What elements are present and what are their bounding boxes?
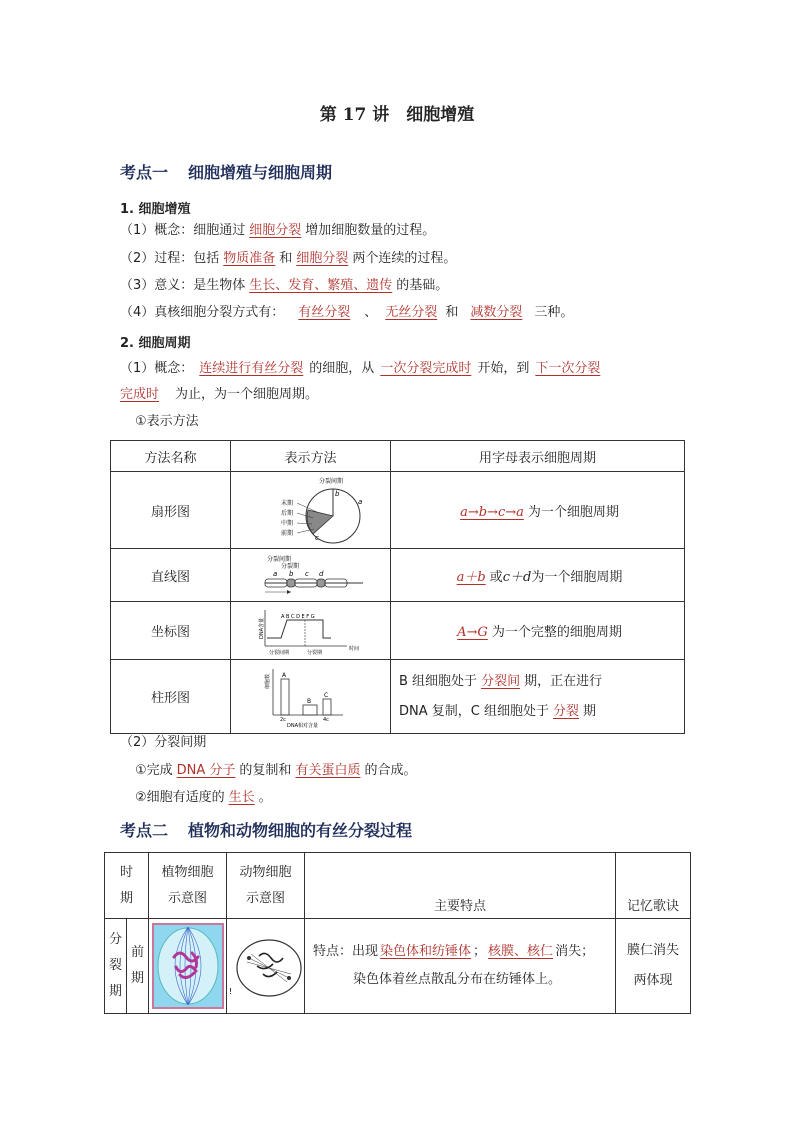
svg-text:分裂期: 分裂期	[306, 649, 322, 656]
prophase-features: 特点：出现 染色体和纺锤体 ； 核膜、核仁 消失； 染色体着丝点散乱分布在纺锤体上。	[305, 919, 616, 1014]
header-main-features: 主要特点	[305, 853, 616, 919]
table-row	[111, 472, 685, 549]
line-diagram-cell	[231, 549, 391, 602]
animal-cell-prophase-image	[229, 926, 303, 1006]
answer: 分裂	[552, 703, 579, 719]
table-row	[105, 919, 691, 1014]
answer: 有关蛋白质	[295, 763, 361, 778]
fan-diagram	[251, 474, 371, 546]
header-diagram: 表示方法	[231, 441, 391, 472]
interphase-label: （2）分裂间期	[120, 735, 207, 750]
method-name: 扇形图	[111, 472, 231, 549]
answer: 核膜、核仁	[488, 944, 554, 959]
svg-text:A: A	[281, 671, 286, 679]
header-period: 时 期	[105, 853, 149, 919]
answer: 下一次分裂	[535, 361, 601, 376]
svg-text:a: a	[272, 570, 277, 578]
paragraph-interphase-1: ①完成 DNA 分子 的复制和 有关蛋白质 的合成。	[135, 763, 417, 778]
svg-text:C: C	[323, 691, 328, 699]
plant-cell-prophase-image	[152, 923, 224, 1009]
svg-text:B: B	[306, 697, 311, 705]
fan-diagram-cell	[231, 472, 391, 549]
answer: 生长	[228, 790, 255, 805]
svg-text:前期: 前期	[280, 530, 293, 537]
section-heading-2	[120, 818, 412, 841]
line-diagram	[251, 553, 371, 597]
paragraph-significance: （3）意义：是生物体 生长、发育、繁殖、遗传 的基础。	[120, 278, 449, 293]
svg-text:b: b	[334, 490, 339, 498]
svg-text:a: a	[357, 498, 362, 506]
svg-text:细胞数: 细胞数	[264, 673, 271, 689]
svg-text:DNA相对含量: DNA相对含量	[286, 722, 318, 729]
paragraph-cycle-concept: （1）概念： 连续进行有丝分裂 的细胞，从 一次分裂完成时 开始，到 下一次分裂	[120, 360, 606, 378]
svg-text:分裂期: 分裂期	[280, 563, 299, 570]
fan-label-top: 分裂间期	[318, 478, 343, 485]
answer: DNA 分子	[176, 763, 236, 778]
svg-text:A B C D E F G: A B C D E F G	[280, 613, 315, 620]
svg-text:d: d	[318, 570, 323, 578]
method-name: 直线图	[111, 549, 231, 602]
svg-text:!: !	[228, 987, 232, 996]
phase-name: 前 期	[127, 919, 149, 1014]
paragraph-process: （2）过程：包括 物质准备 和 细胞分裂 两个连续的过程。	[120, 251, 457, 266]
bar-answer-cell: B 组细胞处于 分裂间 期，正在进行 DNA 复制，C 组细胞处于 分裂 期	[391, 660, 685, 734]
header-letters: 用字母表示细胞周期	[391, 441, 685, 472]
table-row	[111, 549, 685, 602]
answer-plain: c＋d	[502, 569, 532, 585]
paragraph-concept: （1）概念：细胞通过 细胞分裂 增加细胞数量的过程。	[120, 223, 436, 238]
answer: 分裂间	[481, 673, 521, 689]
answer: A→G	[457, 625, 488, 640]
answer: 减数分裂	[470, 305, 523, 320]
svg-text:DNA含量: DNA含量	[258, 617, 265, 639]
paragraph-interphase-2: ②细胞有适度的 生长 。	[135, 790, 272, 805]
answer: 完成时	[120, 387, 160, 402]
coord-answer-cell: A→G 为一个完整的细胞周期	[391, 602, 685, 660]
page-title: 第 17 讲 细胞增殖	[319, 105, 475, 125]
plant-cell-image-cell	[149, 919, 227, 1014]
section-number: 考点二	[120, 821, 169, 840]
coord-diagram-cell	[231, 602, 391, 660]
answer: 物质准备	[223, 251, 276, 266]
answer: 有丝分裂	[298, 305, 351, 320]
paragraph-cycle-concept-cont: 完成时 为止，为一个细胞周期。	[120, 387, 319, 402]
subheading-cell-proliferation: 1. 细胞增殖	[120, 202, 191, 217]
answer: a＋b	[456, 569, 486, 585]
phase-group: 分 裂 期	[105, 919, 127, 1014]
section-name: 植物和动物细胞的有丝分裂过程	[188, 821, 413, 840]
line-answer-cell: a＋b 或c＋d为一个细胞周期	[391, 549, 685, 602]
answer: 细胞分裂	[249, 223, 302, 238]
coordinate-diagram	[251, 606, 371, 656]
cell-cycle-table	[110, 440, 685, 734]
subheading-cell-cycle: 2. 细胞周期	[120, 336, 191, 351]
animal-cell-image-cell	[227, 919, 305, 1014]
fan-answer-cell: a→b→c→a 为一个细胞周期	[391, 472, 685, 549]
header-animal: 动物细胞 示意图	[227, 853, 305, 919]
table-row	[111, 602, 685, 660]
header-mnemonic: 记忆歌诀	[616, 853, 691, 919]
bar-diagram-cell	[231, 660, 391, 734]
answer: 一次分裂完成时	[380, 361, 472, 376]
bar-diagram	[251, 665, 371, 729]
representation-methods-label: ①表示方法	[135, 414, 199, 429]
mitosis-table	[104, 852, 691, 1014]
svg-text:分裂间期: 分裂间期	[266, 556, 291, 563]
svg-text:c: c	[314, 534, 319, 542]
method-name: 柱形图	[111, 660, 231, 734]
section-name: 细胞增殖与细胞周期	[188, 163, 333, 182]
answer: 染色体和纺锤体	[380, 944, 472, 959]
answer: 连续进行有丝分裂	[199, 361, 304, 376]
paragraph-division-types: （4）真核细胞分裂方式有： 有丝分裂 、 无丝分裂 和 减数分裂 三种。	[120, 305, 574, 320]
answer: 细胞分裂	[296, 251, 349, 266]
prophase-mnemonic: 膜仁消失 两体现	[616, 919, 691, 1014]
header-plant: 植物细胞 示意图	[149, 853, 227, 919]
svg-text:末期: 末期	[280, 500, 293, 507]
header-method: 方法名称	[111, 441, 231, 472]
svg-text:2c: 2c	[279, 716, 286, 723]
section-heading-1	[120, 160, 332, 183]
method-name: 坐标图	[111, 602, 231, 660]
svg-text:c: c	[304, 570, 309, 578]
svg-text:时间: 时间	[348, 645, 359, 652]
svg-text:中期: 中期	[280, 520, 293, 527]
answer: 生长、发育、繁殖、遗传	[249, 278, 393, 293]
answer: a→b→c→a	[460, 504, 524, 520]
svg-text:分裂间期: 分裂间期	[268, 649, 289, 656]
section-number: 考点一	[120, 163, 169, 182]
svg-text:4c: 4c	[322, 716, 329, 723]
svg-text:后期: 后期	[280, 510, 293, 517]
answer: 无丝分裂	[385, 305, 438, 320]
table-row	[111, 660, 685, 734]
svg-text:b: b	[288, 570, 293, 578]
